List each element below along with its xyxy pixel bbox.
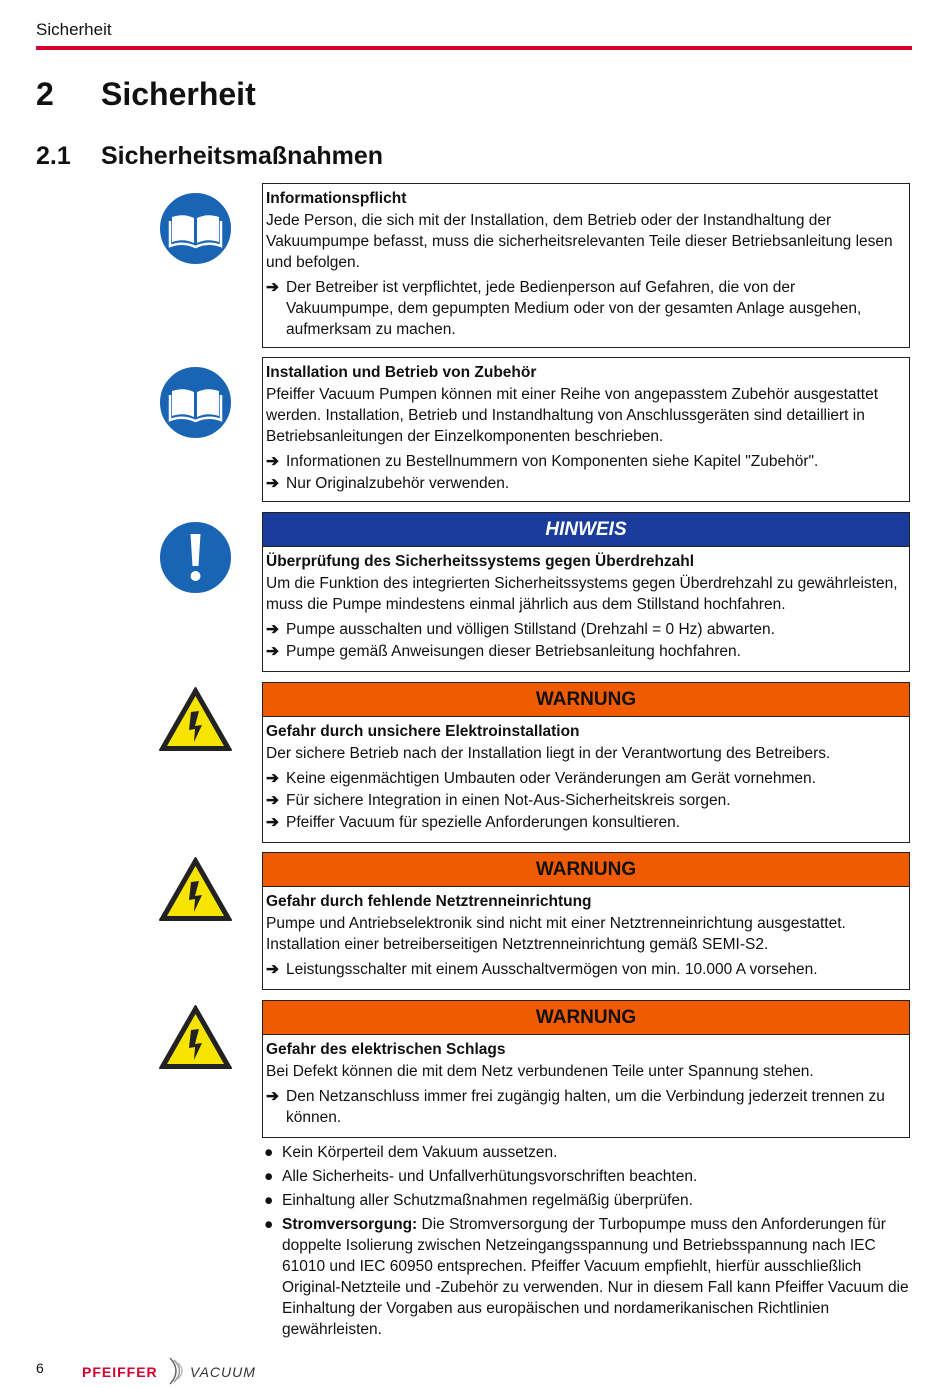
arrow-right-icon: ➔ (266, 961, 279, 978)
warnung-banner: WARNUNG (263, 1001, 909, 1035)
arrow-right-icon: ➔ (266, 1088, 279, 1105)
notice-box-information (262, 183, 910, 348)
notice-body: Um die Funktion des integrierten Sicherheitssystems gegen Überdrehzahl zu gewährleisten, muss die Pumpe mindestens einmal jährlich aus dem Stillstand hochfahren. (266, 575, 898, 613)
notice-step (266, 619, 906, 640)
bullet-icon: ● (264, 1168, 274, 1185)
exclamation-icon (158, 520, 233, 595)
list-item-text: Kein Körperteil dem Vakuum aussetzen. (282, 1144, 558, 1161)
step-text: Pfeiffer Vacuum für spezielle Anforderungen konsultieren. (286, 814, 681, 831)
high-voltage-icon (158, 686, 233, 752)
bullet-icon: ● (264, 1144, 274, 1161)
header-rule (36, 46, 912, 50)
notice-step (266, 959, 906, 980)
list-item (262, 1142, 910, 1163)
chapter-heading (36, 76, 256, 113)
warning-box-electric-shock (262, 1000, 910, 1138)
notice-body: Pfeiffer Vacuum Pumpen können mit einer Reihe von angepasstem Zubehör ausgestattet werden. Installation, Betrieb und Instandhaltung von Anschlussgeräten sind detailliert in Betriebsanleitungen der Einzelkomponenten beschrieben. (266, 386, 879, 445)
arrow-right-icon: ➔ (266, 475, 279, 492)
arrow-right-icon: ➔ (266, 279, 279, 296)
step-text: Informationen zu Bestellnummern von Komponenten siehe Kapitel "Zubehör". (286, 453, 819, 470)
notice-title: Installation und Betrieb von Zubehör (266, 364, 537, 381)
power-supply-text: Die Stromversorgung der Turbopumpe muss den Anforderungen für doppelte Isolierung zwischen Netzeingangsspannung und Betriebsspannung nach IEC 61010 und IEC 60950 entsprechen. Pfeiffer Vacuum empfiehlt, hierfür ausschließlich Original-Netzteile und -Zubehör zu verwenden. Nur in diesem Fall kann Pfeiffer Vacuum die Einhaltung der Vorgaben aus europäischen und nordamerikanischen Richtlinien gewährleisten. (282, 1216, 909, 1338)
warning-box-disconnect (262, 852, 910, 990)
arrow-right-icon: ➔ (266, 643, 279, 660)
warning-box-electrical-installation (262, 682, 910, 843)
running-header: Sicherheit (36, 20, 112, 39)
book-icon (158, 365, 233, 440)
notice-body: Jede Person, die sich mit der Installation, dem Betrieb oder der Instandhaltung der Vakuumpumpe befasst, muss die sicherheitsrelevanten Teile dieser Betriebsanleitung lesen und befolgen. (266, 212, 893, 271)
warnung-banner: WARNUNG (263, 683, 909, 717)
list-item-power-supply (262, 1214, 910, 1340)
list-item (262, 1166, 910, 1187)
arrow-right-icon: ➔ (266, 814, 279, 831)
bullet-icon: ● (264, 1192, 274, 1209)
chapter-title: Sicherheit (101, 76, 256, 112)
notice-body: Der sichere Betrieb nach der Installation liegt in der Verantwortung des Betreibers. (266, 745, 831, 762)
step-text: Nur Originalzubehör verwenden. (286, 475, 510, 492)
step-text: Den Netzanschluss immer frei zugängig halten, um die Verbindung jederzeit trennen zu können. (286, 1088, 885, 1126)
notice-title: Gefahr durch unsichere Elektroinstallation (266, 723, 580, 740)
notice-box-overspeed (262, 512, 910, 672)
arrow-right-icon: ➔ (266, 621, 279, 638)
notice-title: Gefahr durch fehlende Netztrenneinrichtung (266, 893, 592, 910)
step-text: Für sichere Integration in einen Not-Aus-Sicherheitskreis sorgen. (286, 792, 731, 809)
page-number: 6 (36, 1360, 44, 1376)
step-text: Keine eigenmächtigen Umbauten oder Veränderungen am Gerät vornehmen. (286, 770, 816, 787)
arrow-right-icon: ➔ (266, 453, 279, 470)
notice-title: Informationspflicht (266, 190, 407, 207)
notice-body: Bei Defekt können die mit dem Netz verbundenen Teile unter Spannung stehen. (266, 1063, 814, 1080)
list-item (262, 1190, 910, 1211)
power-supply-label: Stromversorgung: (282, 1216, 418, 1233)
section-heading (36, 142, 383, 171)
hinweis-banner: HINWEIS (263, 513, 909, 547)
notice-box-accessories (262, 357, 910, 502)
logo-text-vacuum: VACUUM (190, 1364, 256, 1380)
step-text: Leistungsschalter mit einem Ausschaltvermögen von min. 10.000 A vorsehen. (286, 961, 818, 978)
bullet-icon: ● (264, 1216, 274, 1233)
list-item-text: Alle Sicherheits- und Unfallverhütungsvorschriften beachten. (282, 1168, 698, 1185)
section-number: 2.1 (36, 142, 71, 170)
step-text: Pumpe ausschalten und völligen Stillstand (Drehzahl = 0 Hz) abwarten. (286, 621, 775, 638)
arrow-right-icon: ➔ (266, 792, 279, 809)
notice-title: Gefahr des elektrischen Schlags (266, 1041, 506, 1058)
section-title: Sicherheitsmaßnahmen (101, 142, 384, 170)
notice-title: Überprüfung des Sicherheitssystems gegen Überdrehzahl (266, 553, 695, 570)
logo-swoosh-icon (168, 1356, 188, 1386)
notice-step (266, 1086, 906, 1128)
high-voltage-icon (158, 856, 233, 922)
arrow-right-icon: ➔ (266, 770, 279, 787)
warnung-banner: WARNUNG (263, 853, 909, 887)
notice-step (266, 812, 906, 833)
notice-step (266, 641, 906, 662)
safety-bullet-list (262, 1142, 910, 1343)
high-voltage-icon (158, 1004, 233, 1070)
notice-step (266, 768, 906, 789)
step-text: Pumpe gemäß Anweisungen dieser Betriebsanleitung hochfahren. (286, 643, 741, 660)
notice-body: Pumpe und Antriebselektronik sind nicht mit einer Netztrenneinrichtung ausgestattet. Installation einer betreiberseitigen Netztrenneinrichtung gemäß SEMI-S2. (266, 915, 846, 953)
notice-step (266, 277, 906, 340)
book-icon (158, 191, 233, 266)
logo-text-pfeiffer: PFEIFFER (82, 1364, 158, 1380)
notice-step (266, 473, 906, 494)
notice-step (266, 790, 906, 811)
list-item-text: Einhaltung aller Schutzmaßnahmen regelmäßig überprüfen. (282, 1192, 693, 1209)
chapter-number: 2 (36, 76, 54, 112)
step-text: Der Betreiber ist verpflichtet, jede Bedienperson auf Gefahren, die von der Vakuumpumpe, dem gepumpten Medium oder von der gesamten Anlage ausgehen, aufmerksam zu machen. (286, 279, 862, 338)
notice-step (266, 451, 906, 472)
